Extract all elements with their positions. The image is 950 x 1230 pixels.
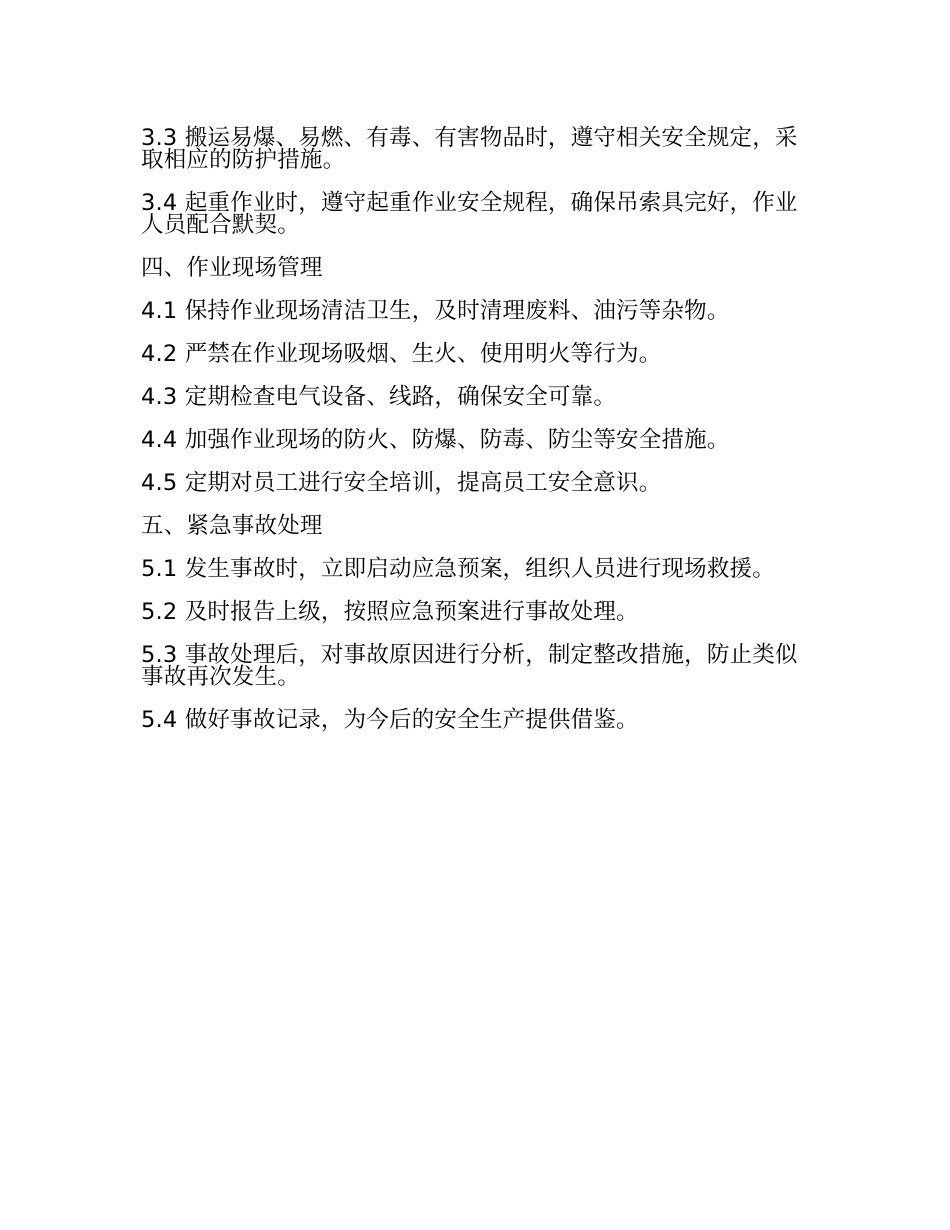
clause-4-4: 4.4 加强作业现场的防火、防爆、防毒、防尘等安全措施。 <box>141 427 730 453</box>
section-heading-5: 五、紧急事故处理 <box>141 513 323 539</box>
clause-4-3: 4.3 定期检查电气设备、线路，确保安全可靠。 <box>141 384 617 410</box>
clause-3-4: 3.4 起重作业时，遵守起重作业安全规程，确保吊索具完好，作业人员配合默契。 <box>141 190 798 238</box>
section-heading-4: 四、作业现场管理 <box>141 255 323 281</box>
clause-4-5: 4.5 定期对员工进行安全培训，提高员工安全意识。 <box>141 470 662 496</box>
clause-5-1: 5.1 发生事故时，立即启动应急预案，组织人员进行现场救援。 <box>141 556 775 582</box>
clause-4-2: 4.2 严禁在作业现场吸烟、生火、使用明火等行为。 <box>141 341 662 367</box>
clause-3-3: 3.3 搬运易爆、易燃、有毒、有害物品时，遵守相关安全规定，采取相应的防护措施。 <box>141 125 798 173</box>
clause-5-4: 5.4 做好事故记录，为今后的安全生产提供借鉴。 <box>141 707 639 733</box>
clause-4-1: 4.1 保持作业现场清洁卫生，及时清理废料、油污等杂物。 <box>141 298 730 324</box>
clause-5-3: 5.3 事故处理后，对事故原因进行分析，制定整改措施，防止类似事故再次发生。 <box>141 642 798 690</box>
clause-5-2: 5.2 及时报告上级，按照应急预案进行事故处理。 <box>141 599 639 625</box>
document-body <box>141 127 811 752</box>
